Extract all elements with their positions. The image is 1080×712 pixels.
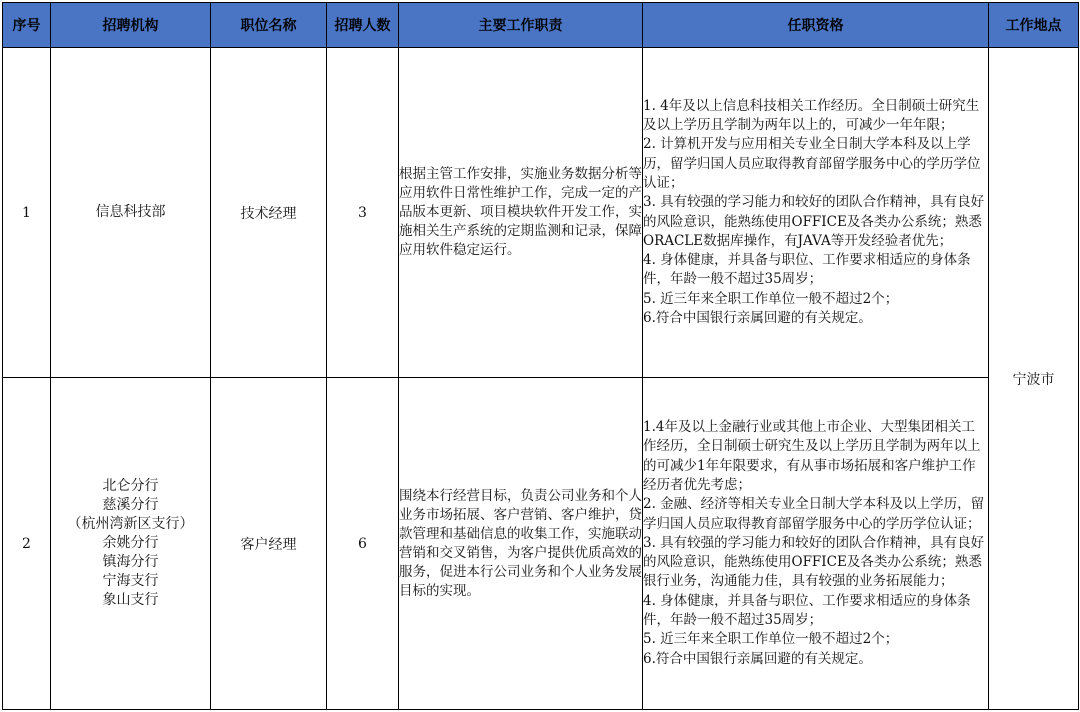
org-name: 镇海分行	[102, 554, 159, 570]
org-name: 信息科技部	[95, 204, 166, 220]
qualification-item: 2. 计算机开发与应用相关专业全日制大学本科及以上学历，留学归国人员应取得教育部留学服务中心的学历学位认证；	[643, 136, 981, 191]
count-cell: 3	[327, 48, 399, 378]
qualification-item: 3. 具有较强的学习能力和较好的团队合作精神，具有良好的风险意识，能熟练使用OFFICE及各类办公系统；熟悉ORACLE数据库操作，有JAVA等开发经验者优先；	[643, 194, 985, 249]
qualifications-cell	[643, 48, 989, 378]
position-cell: 客户经理	[211, 378, 327, 710]
org-name: 宁海支行	[102, 573, 159, 589]
location-cell: 宁波市	[989, 48, 1079, 710]
qualification-item: 6.符合中国银行亲属回避的有关规定。	[643, 309, 872, 326]
org-name: 象山支行	[102, 592, 159, 608]
header-position: 职位名称	[211, 3, 327, 48]
org-name: 北仑分行	[102, 478, 159, 494]
qualification-item: 5. 近三年来全职工作单位一般不超过2个；	[643, 290, 899, 307]
qualification-item: 4. 身体健康，并具备与职位、工作要求相适应的身体条件，年龄一般不超过35周岁；	[643, 252, 971, 288]
header-row	[3, 3, 1079, 48]
org-name: 慈溪分行	[102, 497, 159, 513]
seq-cell: 1	[3, 48, 51, 378]
qualification-item: 6.符合中国银行亲属回避的有关规定。	[643, 650, 872, 667]
count-cell: 6	[327, 378, 399, 710]
qualifications-cell	[643, 378, 989, 710]
header-location: 工作地点	[989, 3, 1079, 48]
qualification-item: 3. 具有较强的学习能力和较好的团队合作精神，具有良好的风险意识，能熟练使用OFFICE及各类办公系统；熟悉银行业务，沟通能力佳，具有较强的业务拓展能力；	[643, 534, 985, 590]
table-row	[3, 378, 1079, 710]
header-duties: 主要工作职责	[399, 3, 643, 48]
header-seq: 序号	[3, 3, 51, 48]
position-cell: 技术经理	[211, 48, 327, 378]
org-name: （杭州湾新区支行）	[67, 516, 194, 532]
org-cell	[51, 378, 211, 710]
qualification-item: 1.4年及以上金融行业或其他上市企业、大型集团相关工作经历，全日制硕士研究生及以上学历且学制为两年以上的可减少1年年限要求，有从事市场拓展和客户维护工作经历者优先考虑；	[643, 419, 981, 493]
table-row	[3, 48, 1079, 378]
qualification-item: 1. 4年及以上信息科技相关工作经历。全日制硕士研究生及以上学历且学制为两年以上的，可减少一年年限；	[643, 97, 980, 134]
qualification-item: 4. 身体健康，并具备与职位、工作要求相适应的身体条件，年龄一般不超过35周岁；	[643, 592, 971, 629]
seq-cell: 2	[3, 378, 51, 710]
duties-cell: 根据主管工作安排，实施业务数据分析等应用软件日常性维护工作，完成一定的产品版本更新、项目模块软件开发工作，实施相关生产系统的定期监测和记录，保障应用软件稳定运行。	[399, 48, 643, 378]
org-name: 余姚分行	[102, 535, 159, 551]
qualification-item: 2. 金融、经济等相关专业全日制大学本科及以上学历，留学归国人员应取得教育部留学服务中心的学历学位认证；	[643, 496, 985, 532]
recruitment-table	[2, 2, 1079, 710]
header-qualifications: 任职资格	[643, 3, 989, 48]
org-cell	[51, 48, 211, 378]
duties-cell: 围绕本行经营目标，负责公司业务和个人业务市场拓展、客户营销、客户维护，贷款管理和基础信息的收集工作，实施联动营销和交叉销售，为客户提供优质高效的服务，促进本行公司业务和个人业务发展目标的实现。	[399, 378, 643, 710]
qualification-item: 5. 近三年来全职工作单位一般不超过2个；	[643, 631, 899, 648]
header-count: 招聘人数	[327, 3, 399, 48]
header-org: 招聘机构	[51, 3, 211, 48]
